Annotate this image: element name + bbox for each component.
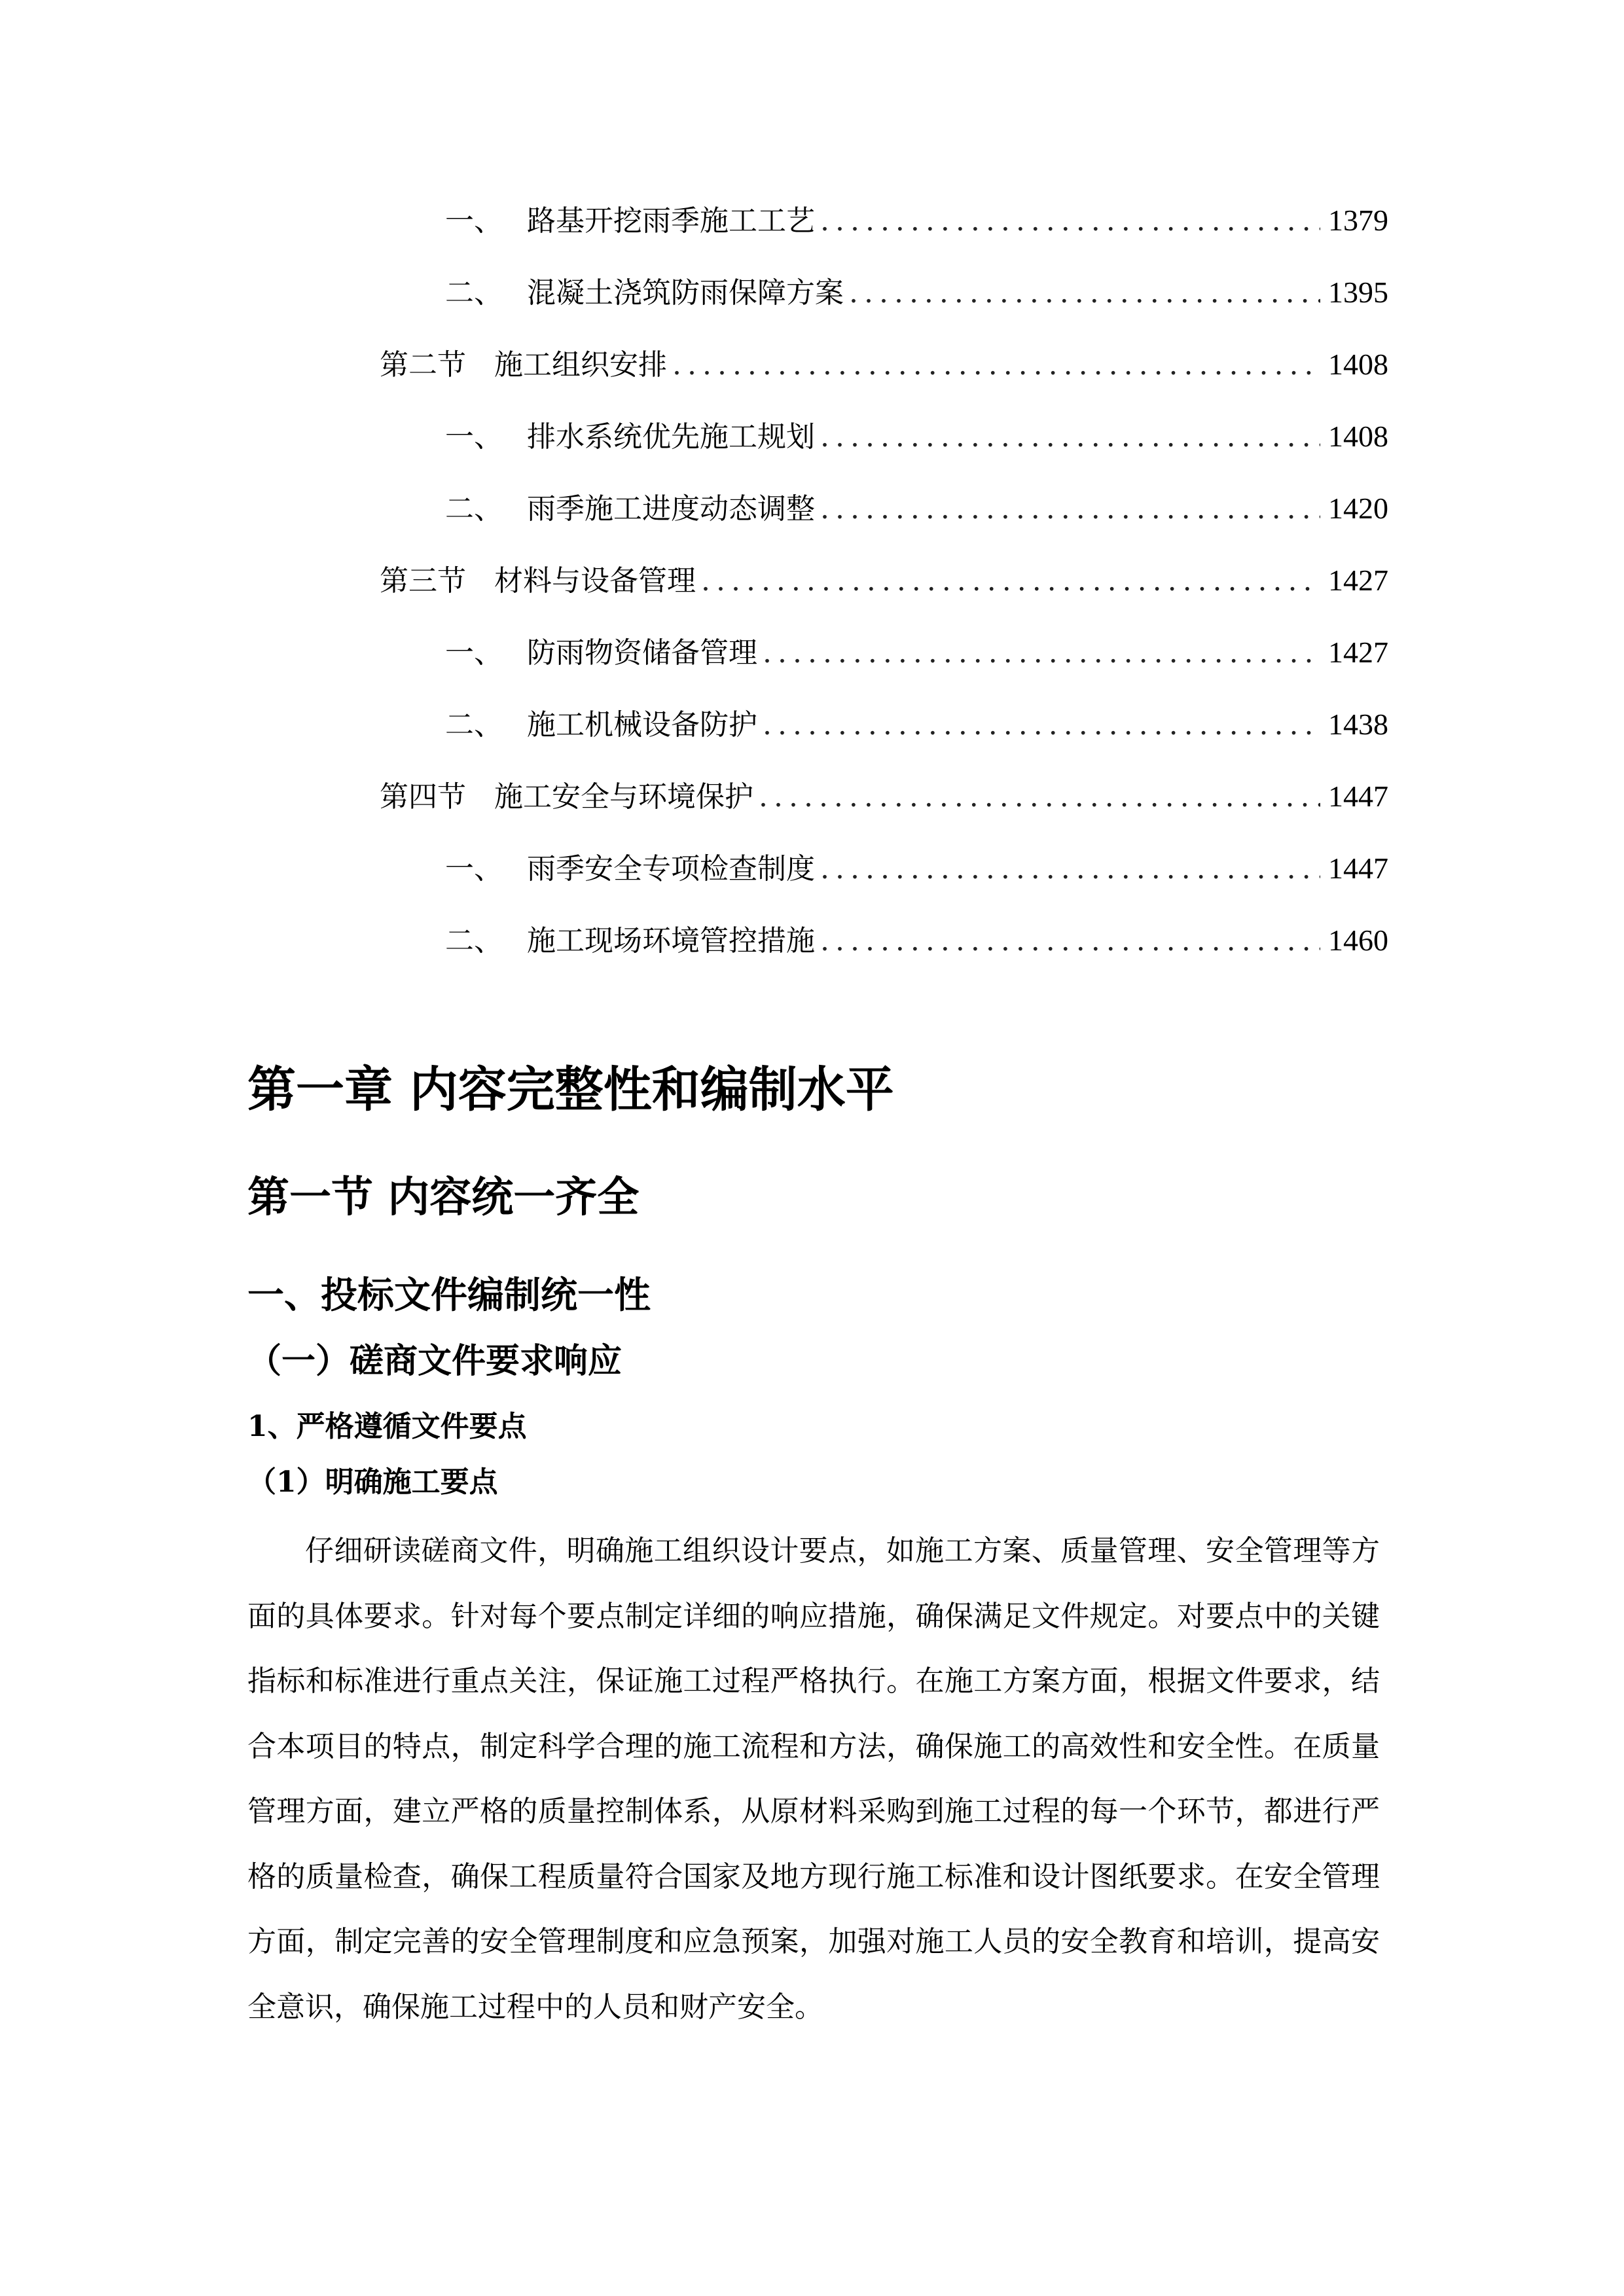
toc-entry[interactable]	[445, 630, 1388, 675]
toc-dot-leader	[701, 558, 1320, 603]
toc-entry[interactable]	[445, 486, 1388, 531]
toc-entry-number: 二、	[445, 708, 503, 742]
toc-entry-page: 1438	[1328, 708, 1388, 741]
toc-section-number: 第二节	[380, 348, 466, 382]
toc-entry-number: 一、	[445, 204, 503, 238]
toc-entry-number: 一、	[445, 420, 503, 454]
toc-dot-leader	[849, 270, 1320, 315]
toc-section-title: 施工安全与环境保护	[494, 780, 753, 814]
toc-entry-page: 1447	[1328, 852, 1388, 885]
toc-entry[interactable]	[445, 918, 1388, 963]
toc-dot-leader	[672, 342, 1320, 387]
toc-section-page: 1408	[1328, 348, 1388, 381]
toc-section-title: 材料与设备管理	[494, 564, 696, 598]
chapter-title: 第一章 内容完整性和编制水平	[247, 1062, 894, 1118]
toc-entry[interactable]	[445, 702, 1388, 747]
toc-dot-leader	[759, 774, 1320, 819]
subsection-title: 一、投标文件编制统一性	[247, 1274, 651, 1317]
toc-section-page: 1427	[1328, 564, 1388, 597]
toc-entry-title: 防雨物资储备管理	[527, 636, 757, 670]
toc-dot-leader	[820, 846, 1320, 891]
heading-level-4: （一）磋商文件要求响应	[247, 1341, 623, 1381]
toc-section-number: 第三节	[380, 564, 466, 598]
toc-dot-leader	[820, 918, 1320, 963]
toc-section-title: 施工组织安排	[494, 348, 667, 382]
toc-entry-number: 二、	[445, 276, 503, 310]
toc-entry-page: 1395	[1328, 276, 1388, 309]
toc-entry-number: 一、	[445, 636, 503, 670]
toc-section-number: 第四节	[380, 780, 466, 814]
toc-entry-number: 二、	[445, 492, 503, 526]
toc-dot-leader	[820, 414, 1320, 459]
toc-entry-page: 1379	[1328, 204, 1388, 237]
toc-section-entry[interactable]	[380, 774, 1388, 819]
toc-entry-title: 排水系统优先施工规划	[527, 420, 815, 454]
toc-dot-leader	[820, 486, 1320, 531]
toc-dot-leader	[763, 630, 1320, 675]
toc-entry-page: 1408	[1328, 420, 1388, 453]
heading-level-6: （1）明确施工要点	[247, 1465, 498, 1499]
toc-entry[interactable]	[445, 846, 1388, 891]
toc-dot-leader	[763, 702, 1320, 747]
toc-entry-title: 雨季施工进度动态调整	[527, 492, 815, 526]
toc-entry-title: 路基开挖雨季施工工艺	[527, 204, 815, 238]
toc-entry-title: 混凝土浇筑防雨保障方案	[527, 276, 844, 310]
body-paragraph: 仔细研读磋商文件，明确施工组织设计要点，如施工方案、质量管理、安全管理等方面的具体要求。针对每个要点制定详细的响应措施，确保满足文件规定。对要点中的关键指标和标准进行重点关注，保证施工过程严格执行。在施工方案方面，根据文件要求，结合本项目的特点，制定科学合理的施工流程和方法，确保施工的高效性和安全性。在质量管理方面，建立严格的质量控制体系，从原材料采购到施工过程的每一个环节，都进行严格的质量检查，确保工程质量符合国家及地方现行施工标准和设计图纸要求。在安全管理方面，制定完善的安全管理制度和应急预案，加强对施工人员的安全教育和培训，提高安全意识，确保施工过程中的人员和财产安全。	[247, 1534, 1380, 2024]
toc-entry-number: 一、	[445, 852, 503, 886]
toc-entry-title: 施工机械设备防护	[527, 708, 757, 742]
toc-section-page: 1447	[1328, 780, 1388, 813]
toc-entry[interactable]	[445, 414, 1388, 459]
toc-entry-page: 1460	[1328, 924, 1388, 957]
toc-entry-title: 雨季安全专项检查制度	[527, 852, 815, 886]
toc-entry[interactable]	[445, 198, 1388, 243]
toc-entry-number: 二、	[445, 924, 503, 958]
toc-entry-page: 1420	[1328, 492, 1388, 525]
toc-entry[interactable]	[445, 270, 1388, 315]
toc-entry-page: 1427	[1328, 636, 1388, 669]
toc-entry-title: 施工现场环境管控措施	[527, 924, 815, 958]
toc-section-entry[interactable]	[380, 558, 1388, 603]
section-title: 第一节 内容统一齐全	[247, 1174, 640, 1222]
toc-dot-leader	[820, 198, 1320, 243]
heading-level-5: 1、严格遵循文件要点	[247, 1410, 527, 1443]
toc-section-entry[interactable]	[380, 342, 1388, 387]
